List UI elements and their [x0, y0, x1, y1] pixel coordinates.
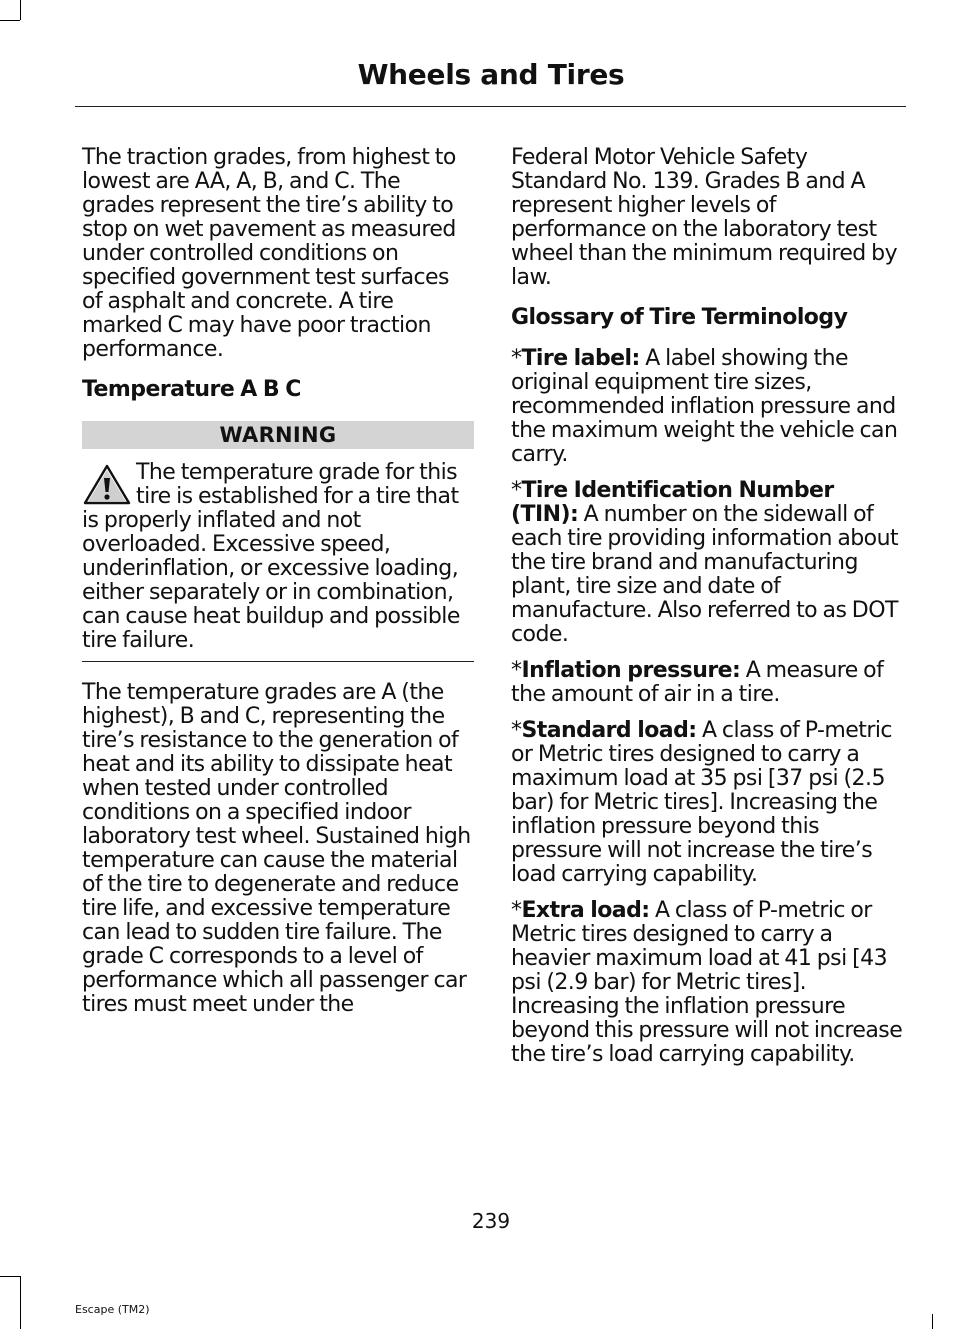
glossary-entry-inflation-pressure: *Inflation pressure: A measure of the amount of air in a tire.: [511, 658, 884, 707]
page-number: 239: [471, 1209, 511, 1233]
crop-mark: [20, 0, 21, 20]
section-heading-glossary: Glossary of Tire Terminology: [511, 305, 848, 330]
glossary-term: Inflation pressure:: [521, 658, 741, 683]
temperature-paragraph: The temperature grades are A (the highest), B and C, representing the tire’s resistance to the generation of heat and its ability to dissipate heat when tested under controlled conditions on a specified indoor laboratory test wheel. Sustained high temperature can cause the material of the tire to degenerate and reduce tire life, and excessive temperature can lead to sudden tire failure. The grade C corresponds to a level of performance which all passenger car tires must meet under the: [82, 680, 471, 1017]
warning-banner: WARNING: [82, 421, 474, 449]
glossary-term: Tire label:: [521, 346, 640, 371]
glossary-entry-tire-label: *Tire label: A label showing the original equipment tire sizes, recommended inflation pressure and the maximum weight the vehicle can carry.: [511, 346, 898, 467]
glossary-term: Tire Identification Number (TIN):: [511, 478, 834, 527]
glossary-entry-extra-load: *Extra load: A class of P-metric or Metric tires designed to carry a heavier maximum load at 41 psi [43 psi (2.9 bar) for Metric tires]. Increasing the inflation pressure beyond this pressure will not increase the tire’s load carrying capability.: [511, 898, 903, 1067]
warning-text: The temperature grade for this tire is established for a tire that is properly inflated and not overloaded. Excessive speed, underinflation, or excessive loading, either separately or in combination, can cause heat buildup and possible tire failure.: [82, 460, 460, 653]
right-column: [511, 146, 904, 1067]
glossary-term: Extra load:: [521, 898, 650, 923]
crop-mark: [0, 1276, 20, 1277]
section-heading-temperature: Temperature A B C: [82, 377, 301, 402]
glossary-entry-standard-load: *Standard load: A class of P-metric or Metric tires designed to carry a maximum load at 35 psi [37 psi (2.5 bar) for Metric tires]. Increasing the inflation pressure beyond this pressure will not increase the tire’s load carrying capability.: [511, 718, 892, 887]
warning-box: [82, 461, 474, 653]
crop-mark: [932, 1314, 933, 1329]
warning-divider: [82, 661, 474, 662]
footer-model-label: Escape (TM2): [75, 1303, 150, 1316]
fmvss-paragraph: Federal Motor Vehicle Safety Standard No. 139. Grades B and A represent higher levels of performance on the laboratory test wheel than the minimum required by law.: [511, 145, 898, 290]
header-divider: [75, 106, 906, 107]
crop-mark: [0, 20, 20, 21]
traction-paragraph: The traction grades, from highest to lowest are AA, A, B, and C. The grades represent the tire’s ability to stop on wet pavement as measured under controlled conditions on specified government test surfaces of asphalt and concrete. A tire marked C may have poor traction performance.: [82, 145, 456, 362]
glossary-entry-tin: *Tire Identification Number (TIN): A number on the sidewall of each tire providing information about the tire brand and manufacturing plant, tire size and date of manufacture. Also referred to as DOT code.: [511, 478, 899, 647]
page-title: Wheels and Tires: [357, 58, 625, 91]
crop-mark: [20, 1276, 21, 1329]
glossary-term: Standard load:: [521, 718, 697, 743]
warning-triangle-icon: [82, 463, 132, 507]
left-column: [82, 146, 474, 1017]
